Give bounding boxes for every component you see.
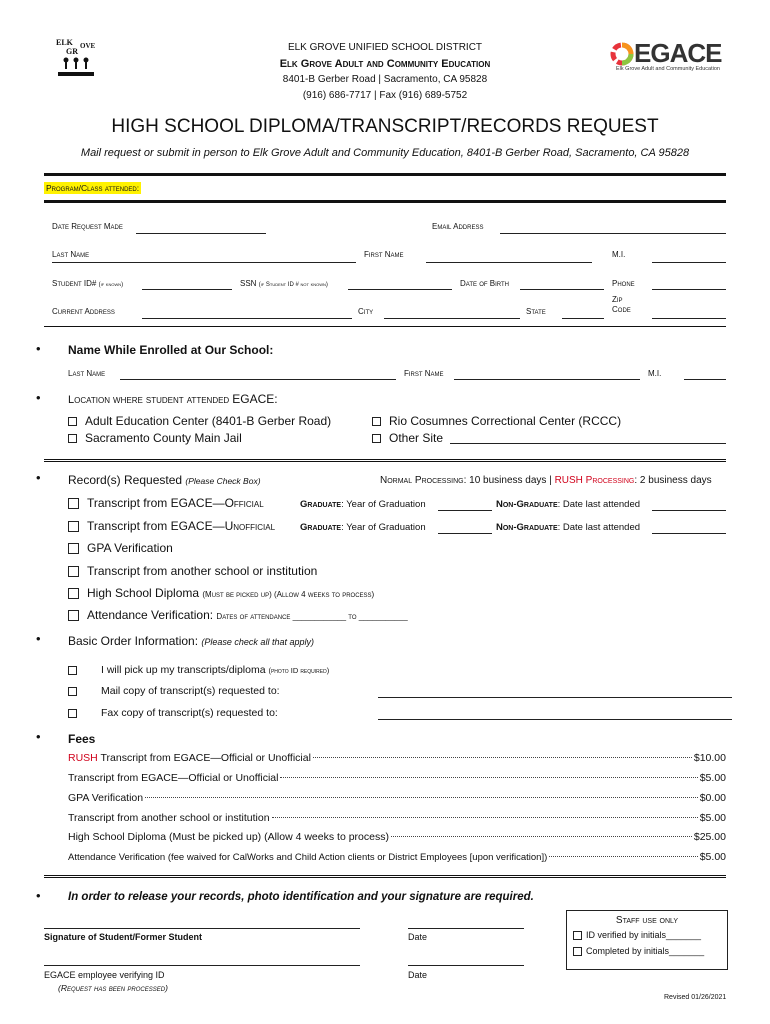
record-label: GPA Verification: [87, 541, 173, 555]
record-diploma[interactable]: [68, 586, 374, 600]
location-option-other[interactable]: [372, 431, 443, 445]
checkbox[interactable]: [68, 709, 77, 718]
release-notice: In order to release your records, photo identification and your signature are required.: [68, 891, 534, 903]
info-rule: [44, 326, 726, 327]
fee-amount: $0.00: [699, 792, 726, 804]
program-rule: [44, 200, 726, 203]
nongrad-label: Non-Graduate: [496, 522, 558, 533]
enrolled-mi-input[interactable]: [684, 379, 726, 380]
student-signature-input[interactable]: [44, 928, 360, 929]
fee-text: High School Diploma (Must be picked up) (Allow 4 weeks to process): [68, 831, 389, 843]
bullet: •: [36, 470, 41, 485]
nongrad-info-1: [496, 499, 640, 510]
header-text: [200, 40, 570, 104]
date2-label: Date: [408, 970, 428, 980]
mail-address-input[interactable]: [378, 697, 732, 698]
grad-text: : Year of Graduation: [341, 522, 426, 533]
order-heading: [68, 634, 314, 648]
page-subtitle: Mail request or submit in person to Elk Grove Adult and Community Education, 8401-B Gerber Road, Sacramento, CA 95828: [80, 147, 690, 159]
enrolled-first-input[interactable]: [454, 379, 640, 380]
fee-text: Transcript from EGACE—Official or Unofficial: [68, 772, 279, 784]
checkbox[interactable]: [68, 434, 77, 443]
fee-row: [68, 772, 726, 784]
city-label: City: [358, 307, 374, 316]
fee-text: Transcript from EGACE—Official or Unofficial: [97, 752, 311, 764]
checkbox[interactable]: [68, 687, 77, 696]
student-id-note: (if known): [98, 282, 124, 288]
page-title: HIGH SCHOOL DIPLOMA/TRANSCRIPT/RECORDS REQUEST: [111, 116, 659, 137]
record-label-sc: Unofficial: [224, 519, 276, 533]
last-name-label: Last Name: [52, 250, 90, 259]
record-label: Transcript from EGACE—: [87, 519, 225, 533]
staff-verified-label: ID verified by initials_______: [586, 930, 702, 940]
employee-input[interactable]: [44, 965, 360, 966]
bullet: •: [36, 631, 41, 646]
zip-label: Zip Code: [612, 295, 631, 314]
record-note: (Must be picked up) (Allow 4 weeks to process): [202, 590, 375, 599]
state-input[interactable]: [562, 318, 604, 319]
address-input[interactable]: [142, 318, 352, 319]
city-input[interactable]: [384, 318, 520, 319]
program-name: Elk Grove Adult and Community Education: [279, 58, 491, 70]
checkbox[interactable]: [68, 543, 79, 554]
program-phone: (916) 686-7717 | Fax (916) 689-5752: [302, 90, 468, 101]
ssn-note: (if Student ID # not known): [258, 282, 328, 288]
egace-wordmark: EGACE: [634, 38, 722, 68]
nongrad-date-input-2[interactable]: [652, 533, 726, 534]
records-note: (Please Check Box): [185, 476, 261, 486]
location-heading-a: Location where student attended: [68, 394, 233, 406]
fee-row: [68, 812, 726, 824]
order-mail[interactable]: [68, 685, 280, 697]
fee-row: [68, 752, 726, 764]
dob-input[interactable]: [520, 289, 604, 290]
fees-rule: [44, 875, 726, 878]
location-option-label: Other Site: [389, 431, 444, 445]
email-label: Email Address: [432, 222, 484, 231]
svg-text:GR: GR: [66, 47, 78, 56]
checkbox[interactable]: [68, 666, 77, 675]
enrolled-first-label: First Name: [404, 369, 444, 378]
record-label: Transcript from another school or institution: [87, 564, 318, 578]
program-address: 8401-B Gerber Road | Sacramento, CA 95828: [282, 74, 488, 85]
fax-number-input[interactable]: [378, 719, 732, 720]
enrolled-last-label: Last Name: [68, 369, 106, 378]
ssn-label: [240, 279, 328, 288]
district-name: ELK GROVE UNIFIED SCHOOL DISTRICT: [287, 42, 483, 53]
fee-dots: [145, 797, 698, 798]
enrolled-mi-label: M.I.: [648, 369, 662, 378]
order-label: I will pick up my transcripts/diploma: [101, 664, 269, 676]
first-name-label: First Name: [364, 250, 404, 259]
records-heading-text: Record(s) Requested: [68, 473, 183, 487]
egace-logo: [610, 38, 720, 74]
student-id-label: [52, 279, 123, 288]
staff-completed[interactable]: [573, 946, 727, 956]
elk-grove-logo: [52, 36, 100, 80]
checkbox[interactable]: [68, 417, 77, 426]
svg-text:OVE: OVE: [80, 42, 96, 50]
order-label: Fax copy of transcript(s) requested to:: [101, 707, 278, 719]
order-label: Mail copy of transcript(s) requested to:: [101, 685, 280, 697]
record-transcript-unofficial[interactable]: [68, 519, 275, 533]
grad-year-input-1[interactable]: [438, 510, 492, 511]
egace-gear-icon: [610, 42, 634, 66]
staff-use-box: [566, 910, 728, 970]
mi-input[interactable]: [652, 262, 726, 263]
records-heading: [68, 473, 261, 487]
record-attendance[interactable]: [68, 608, 408, 622]
program-class-label: Program/Class attended:: [46, 183, 140, 193]
ssn-input[interactable]: [348, 289, 452, 290]
grad-info-2: [300, 522, 426, 533]
fee-dots: [549, 856, 697, 857]
employee-label: EGACE employee verifying ID: [44, 970, 165, 980]
nongrad-label: Non-Graduate: [496, 499, 558, 510]
bullet: •: [36, 341, 41, 356]
revised-date: Revised 01/26/2021: [664, 994, 727, 1001]
location-option-label: Adult Education Center (8401-B Gerber Road): [85, 414, 332, 428]
grad-info-1: [300, 499, 426, 510]
staff-title: Staff use only: [615, 915, 679, 926]
location-heading: [68, 392, 278, 406]
mi-label: M.I.: [612, 250, 626, 259]
fee-amount: $25.00: [693, 831, 726, 843]
program-class-field[interactable]: [44, 178, 726, 198]
record-label-sc: Official: [224, 496, 264, 510]
bullet: •: [36, 390, 41, 405]
location-option-label: Sacramento County Main Jail: [85, 431, 242, 445]
fee-amount: $5.00: [699, 772, 726, 784]
fees-heading: Fees: [68, 732, 96, 746]
fee-dots: [391, 836, 692, 837]
email-input[interactable]: [500, 233, 726, 234]
grad-label: Graduate: [300, 522, 342, 533]
dob-label: Date of Birth: [460, 279, 510, 288]
date1-input[interactable]: [408, 928, 524, 929]
processing-info: [380, 475, 712, 486]
nongrad-text: : Date last attended: [557, 499, 641, 510]
record-transcript-official[interactable]: [68, 496, 264, 510]
state-label: State: [526, 307, 546, 316]
normal-label: Normal Processing: [380, 475, 464, 486]
checkbox[interactable]: [372, 434, 381, 443]
nongrad-info-2: [496, 522, 640, 533]
bullet: •: [36, 729, 41, 744]
record-label: Transcript from EGACE—: [87, 496, 225, 510]
date2-input[interactable]: [408, 965, 524, 966]
phone-label: Phone: [612, 279, 635, 288]
nongrad-date-input-1[interactable]: [652, 510, 726, 511]
record-note: Dates of attendance ____________ to ___________: [216, 612, 408, 621]
fee-text: Transcript from another school or institution: [68, 812, 270, 824]
location-option-aec[interactable]: [68, 414, 331, 428]
order-pickup[interactable]: [68, 664, 329, 676]
location-option-rccc[interactable]: [372, 414, 621, 428]
record-other-school[interactable]: [68, 564, 317, 578]
checkbox[interactable]: [68, 610, 79, 621]
enrolled-last-input[interactable]: [120, 379, 396, 380]
staff-verified[interactable]: [573, 930, 727, 940]
fee-label: [68, 752, 311, 764]
checkbox[interactable]: [372, 417, 381, 426]
record-label: High School Diploma: [87, 586, 203, 600]
egace-subtitle: Elk Grove Adult and Community Education: [616, 66, 720, 72]
pickup-note: (photo ID required): [268, 666, 330, 675]
last-name-input[interactable]: [52, 262, 356, 263]
checkbox[interactable]: [68, 521, 79, 532]
rush-value: : 2 business days: [634, 475, 712, 486]
date-request-label: Date Request Made: [52, 222, 123, 231]
bullet: •: [36, 888, 41, 903]
enrolled-heading: Name While Enrolled at Our School:: [68, 343, 274, 357]
checkbox[interactable]: [573, 947, 582, 956]
phone-input[interactable]: [652, 289, 726, 290]
checkbox[interactable]: [573, 931, 582, 940]
first-name-input[interactable]: [426, 262, 592, 263]
order-note: (Please check all that apply): [201, 637, 314, 647]
date-request-input[interactable]: [136, 233, 266, 234]
employee-note: (Request has been processed): [58, 983, 168, 993]
fee-text: Attendance Verification (fee waived for CalWorks and Child Action clients or District Employees [upon verification]): [68, 852, 548, 863]
fee-amount: $5.00: [699, 812, 726, 824]
fee-amount: $10.00: [693, 752, 726, 764]
ssn-text: SSN: [240, 279, 257, 288]
staff-completed-label: Completed by initials_______: [586, 946, 705, 957]
record-gpa[interactable]: [68, 541, 173, 555]
student-id-text: Student ID#: [52, 279, 97, 288]
location-heading-b: EGACE:: [232, 392, 278, 406]
nongrad-text: : Date last attended: [557, 522, 641, 533]
records-rule: [44, 459, 726, 462]
fee-row: [68, 831, 726, 843]
zip-input[interactable]: [652, 318, 726, 319]
record-label: Attendance Verification:: [87, 608, 217, 622]
grad-label: Graduate: [300, 499, 342, 510]
date1-label: Date: [408, 932, 428, 942]
order-heading-text: Basic Order Information:: [68, 634, 199, 648]
grad-year-input-2[interactable]: [438, 533, 492, 534]
fee-row: [68, 851, 726, 863]
fee-row: [68, 792, 726, 804]
rush-label: RUSH Processing: [554, 475, 635, 486]
address-label: Current Address: [52, 307, 115, 316]
other-site-input[interactable]: [450, 443, 726, 444]
fee-rush: RUSH: [68, 752, 98, 764]
student-id-input[interactable]: [142, 289, 232, 290]
checkbox[interactable]: [68, 498, 79, 509]
top-rule: [44, 173, 726, 176]
svg-text:ELK: ELK: [56, 38, 73, 47]
fee-dots: [272, 817, 698, 818]
grad-text: : Year of Graduation: [341, 499, 426, 510]
fee-text: GPA Verification: [68, 792, 144, 804]
location-option-jail[interactable]: [68, 431, 242, 445]
fee-amount: $5.00: [699, 851, 726, 863]
student-signature-label: Signature of Student/Former Student: [44, 932, 203, 942]
checkbox[interactable]: [68, 566, 79, 577]
normal-value: : 10 business days |: [463, 475, 555, 486]
order-fax[interactable]: [68, 707, 278, 719]
location-option-label: Rio Cosumnes Correctional Center (RCCC): [389, 414, 622, 428]
fee-dots: [280, 777, 697, 778]
fee-dots: [313, 757, 692, 758]
checkbox[interactable]: [68, 588, 79, 599]
